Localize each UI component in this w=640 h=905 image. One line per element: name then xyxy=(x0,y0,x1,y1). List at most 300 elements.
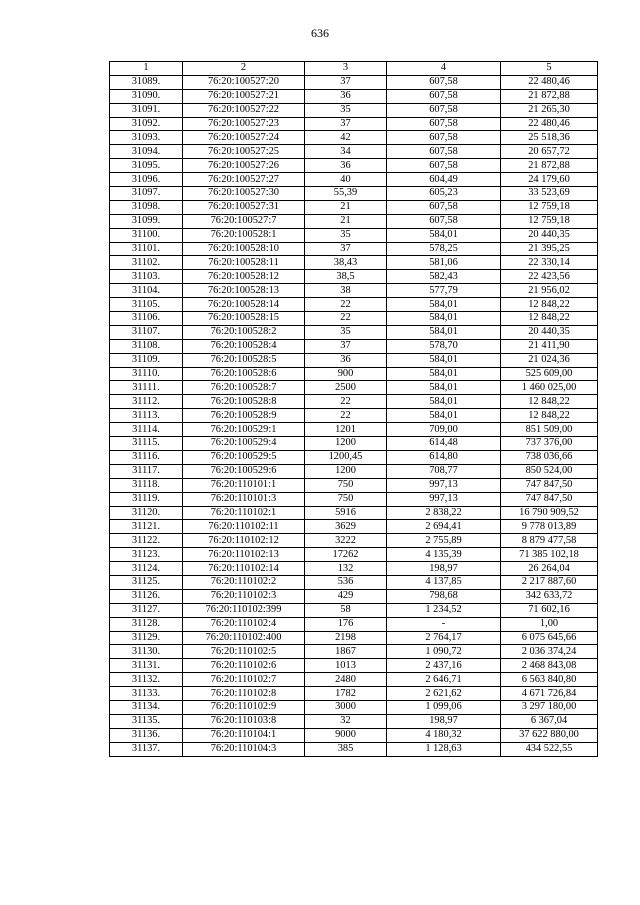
table-row xyxy=(110,353,598,367)
area-cell: 1013 xyxy=(305,659,387,673)
column-header-5: 5 xyxy=(501,62,598,76)
rate-cell: 2 838,22 xyxy=(387,506,501,520)
area-cell: 34 xyxy=(305,145,387,159)
row-number-cell: 31101. xyxy=(110,242,183,256)
value-cell: 22 423,56 xyxy=(501,270,598,284)
table-row xyxy=(110,173,598,187)
area-cell: 37 xyxy=(305,242,387,256)
table-row xyxy=(110,256,598,270)
table-row xyxy=(110,464,598,478)
rate-cell: 584,01 xyxy=(387,325,501,339)
area-cell: 1200 xyxy=(305,464,387,478)
row-number-cell: 31095. xyxy=(110,159,183,173)
rate-cell: 607,58 xyxy=(387,131,501,145)
row-number-cell: 31127. xyxy=(110,603,183,617)
area-cell: 750 xyxy=(305,478,387,492)
column-header-4: 4 xyxy=(387,62,501,76)
row-number-cell: 31110. xyxy=(110,367,183,381)
row-number-cell: 31100. xyxy=(110,228,183,242)
value-cell: 22 480,46 xyxy=(501,75,598,89)
value-cell: 24 179,60 xyxy=(501,173,598,187)
area-cell: 58 xyxy=(305,603,387,617)
table-row xyxy=(110,409,598,423)
cadastral-table xyxy=(109,61,598,757)
row-number-cell: 31118. xyxy=(110,478,183,492)
cadastral-number-cell: 76:20:110102:399 xyxy=(183,603,305,617)
rate-cell: 607,58 xyxy=(387,75,501,89)
table-row xyxy=(110,673,598,687)
area-cell: 429 xyxy=(305,589,387,603)
row-number-cell: 31137. xyxy=(110,742,183,756)
rate-cell: 584,01 xyxy=(387,298,501,312)
row-number-cell: 31105. xyxy=(110,298,183,312)
area-cell: 37 xyxy=(305,117,387,131)
table-row xyxy=(110,214,598,228)
value-cell: 16 790 909,52 xyxy=(501,506,598,520)
cadastral-number-cell: 76:20:100528:10 xyxy=(183,242,305,256)
rate-cell: 997,13 xyxy=(387,492,501,506)
area-cell: 55,39 xyxy=(305,187,387,201)
row-number-cell: 31096. xyxy=(110,173,183,187)
rate-cell: 2 694,41 xyxy=(387,520,501,534)
row-number-cell: 31125. xyxy=(110,575,183,589)
cadastral-number-cell: 76:20:100528:14 xyxy=(183,298,305,312)
value-cell: 26 264,04 xyxy=(501,562,598,576)
value-cell: 12 759,18 xyxy=(501,200,598,214)
area-cell: 385 xyxy=(305,742,387,756)
cadastral-number-cell: 76:20:100527:24 xyxy=(183,131,305,145)
value-cell: 21 872,88 xyxy=(501,159,598,173)
cadastral-number-cell: 76:20:110102:6 xyxy=(183,659,305,673)
rate-cell: 578,70 xyxy=(387,339,501,353)
table-row xyxy=(110,284,598,298)
value-cell: 342 633,72 xyxy=(501,589,598,603)
cadastral-number-cell: 76:20:100528:15 xyxy=(183,312,305,326)
value-cell: 9 778 013,89 xyxy=(501,520,598,534)
table-row xyxy=(110,589,598,603)
row-number-cell: 31133. xyxy=(110,687,183,701)
value-cell: 851 509,00 xyxy=(501,423,598,437)
cadastral-number-cell: 76:20:110102:12 xyxy=(183,534,305,548)
cadastral-number-cell: 76:20:100528:13 xyxy=(183,284,305,298)
value-cell: 4 671 726,84 xyxy=(501,687,598,701)
value-cell: 747 847,50 xyxy=(501,492,598,506)
cadastral-number-cell: 76:20:110102:1 xyxy=(183,506,305,520)
area-cell: 2480 xyxy=(305,673,387,687)
area-cell: 536 xyxy=(305,575,387,589)
table-row xyxy=(110,145,598,159)
area-cell: 35 xyxy=(305,325,387,339)
row-number-cell: 31117. xyxy=(110,464,183,478)
value-cell: 12 848,22 xyxy=(501,409,598,423)
row-number-cell: 31132. xyxy=(110,673,183,687)
value-cell: 12 759,18 xyxy=(501,214,598,228)
row-number-cell: 31090. xyxy=(110,89,183,103)
value-cell: 21 024,36 xyxy=(501,353,598,367)
cadastral-number-cell: 76:20:100527:30 xyxy=(183,187,305,201)
value-cell: 21 395,25 xyxy=(501,242,598,256)
cadastral-number-cell: 76:20:100529:6 xyxy=(183,464,305,478)
value-cell: 21 265,30 xyxy=(501,103,598,117)
cadastral-number-cell: 76:20:110102:13 xyxy=(183,548,305,562)
row-number-cell: 31126. xyxy=(110,589,183,603)
value-cell: 71 385 102,18 xyxy=(501,548,598,562)
cadastral-number-cell: 76:20:100528:9 xyxy=(183,409,305,423)
row-number-cell: 31112. xyxy=(110,395,183,409)
row-number-cell: 31131. xyxy=(110,659,183,673)
rate-cell: 709,00 xyxy=(387,423,501,437)
rate-cell: 798,68 xyxy=(387,589,501,603)
rate-cell: 605,23 xyxy=(387,187,501,201)
rate-cell: 607,58 xyxy=(387,145,501,159)
area-cell: 900 xyxy=(305,367,387,381)
rate-cell: 708,77 xyxy=(387,464,501,478)
area-cell: 38,5 xyxy=(305,270,387,284)
rate-cell: - xyxy=(387,617,501,631)
row-number-cell: 31130. xyxy=(110,645,183,659)
cadastral-number-cell: 76:20:100527:25 xyxy=(183,145,305,159)
value-cell: 747 847,50 xyxy=(501,478,598,492)
value-cell: 737 376,00 xyxy=(501,437,598,451)
table-row xyxy=(110,75,598,89)
value-cell: 6 075 645,66 xyxy=(501,631,598,645)
table-row xyxy=(110,423,598,437)
row-number-cell: 31113. xyxy=(110,409,183,423)
rate-cell: 2 646,71 xyxy=(387,673,501,687)
cadastral-number-cell: 76:20:110101:1 xyxy=(183,478,305,492)
cadastral-number-cell: 76:20:100528:1 xyxy=(183,228,305,242)
table-row xyxy=(110,437,598,451)
area-cell: 22 xyxy=(305,312,387,326)
value-cell: 22 330,14 xyxy=(501,256,598,270)
cadastral-number-cell: 76:20:110102:7 xyxy=(183,673,305,687)
row-number-cell: 31089. xyxy=(110,75,183,89)
rate-cell: 4 135,39 xyxy=(387,548,501,562)
cadastral-number-cell: 76:20:100527:26 xyxy=(183,159,305,173)
area-cell: 132 xyxy=(305,562,387,576)
value-cell: 37 622 880,00 xyxy=(501,728,598,742)
area-cell: 36 xyxy=(305,159,387,173)
row-number-cell: 31092. xyxy=(110,117,183,131)
row-number-cell: 31093. xyxy=(110,131,183,145)
row-number-cell: 31109. xyxy=(110,353,183,367)
cadastral-number-cell: 76:20:110102:3 xyxy=(183,589,305,603)
area-cell: 37 xyxy=(305,339,387,353)
rate-cell: 4 180,32 xyxy=(387,728,501,742)
table-row xyxy=(110,270,598,284)
rate-cell: 607,58 xyxy=(387,103,501,117)
cadastral-number-cell: 76:20:100527:23 xyxy=(183,117,305,131)
area-cell: 1200 xyxy=(305,437,387,451)
cadastral-number-cell: 76:20:100527:27 xyxy=(183,173,305,187)
cadastral-number-cell: 76:20:110102:5 xyxy=(183,645,305,659)
table-row xyxy=(110,367,598,381)
cadastral-number-cell: 76:20:110102:2 xyxy=(183,575,305,589)
row-number-cell: 31124. xyxy=(110,562,183,576)
rate-cell: 604,49 xyxy=(387,173,501,187)
row-number-cell: 31123. xyxy=(110,548,183,562)
value-cell: 20 440,35 xyxy=(501,325,598,339)
area-cell: 32 xyxy=(305,714,387,728)
table-row xyxy=(110,325,598,339)
rate-cell: 607,58 xyxy=(387,159,501,173)
area-cell: 1782 xyxy=(305,687,387,701)
table-row xyxy=(110,298,598,312)
area-cell: 3629 xyxy=(305,520,387,534)
row-number-cell: 31111. xyxy=(110,381,183,395)
rate-cell: 2 621,62 xyxy=(387,687,501,701)
value-cell: 2 468 843,08 xyxy=(501,659,598,673)
value-cell: 850 524,00 xyxy=(501,464,598,478)
area-cell: 2500 xyxy=(305,381,387,395)
area-cell: 9000 xyxy=(305,728,387,742)
table-row xyxy=(110,228,598,242)
row-number-cell: 31104. xyxy=(110,284,183,298)
rate-cell: 198,97 xyxy=(387,562,501,576)
value-cell: 71 602,16 xyxy=(501,603,598,617)
area-cell: 38,43 xyxy=(305,256,387,270)
value-cell: 21 872,88 xyxy=(501,89,598,103)
table-body xyxy=(110,75,598,756)
cadastral-number-cell: 76:20:100528:8 xyxy=(183,395,305,409)
rate-cell: 582,43 xyxy=(387,270,501,284)
value-cell: 33 523,69 xyxy=(501,187,598,201)
area-cell: 1201 xyxy=(305,423,387,437)
rate-cell: 584,01 xyxy=(387,312,501,326)
area-cell: 22 xyxy=(305,395,387,409)
area-cell: 36 xyxy=(305,89,387,103)
area-cell: 42 xyxy=(305,131,387,145)
row-number-cell: 31136. xyxy=(110,728,183,742)
table-row xyxy=(110,478,598,492)
cadastral-number-cell: 76:20:110104:3 xyxy=(183,742,305,756)
cadastral-number-cell: 76:20:110102:11 xyxy=(183,520,305,534)
rate-cell: 1 090,72 xyxy=(387,645,501,659)
value-cell: 3 297 180,00 xyxy=(501,700,598,714)
cadastral-number-cell: 76:20:110102:8 xyxy=(183,687,305,701)
row-number-cell: 31102. xyxy=(110,256,183,270)
cadastral-number-cell: 76:20:100528:5 xyxy=(183,353,305,367)
rate-cell: 584,01 xyxy=(387,381,501,395)
value-cell: 434 522,55 xyxy=(501,742,598,756)
area-cell: 750 xyxy=(305,492,387,506)
table-row xyxy=(110,534,598,548)
row-number-cell: 31122. xyxy=(110,534,183,548)
area-cell: 5916 xyxy=(305,506,387,520)
area-cell: 1867 xyxy=(305,645,387,659)
table-row xyxy=(110,548,598,562)
cadastral-number-cell: 76:20:100528:11 xyxy=(183,256,305,270)
table-row xyxy=(110,645,598,659)
cadastral-number-cell: 76:20:100527:21 xyxy=(183,89,305,103)
cadastral-number-cell: 76:20:100527:31 xyxy=(183,200,305,214)
column-header-3: 3 xyxy=(305,62,387,76)
cadastral-number-cell: 76:20:100527:7 xyxy=(183,214,305,228)
cadastral-number-cell: 76:20:100529:1 xyxy=(183,423,305,437)
rate-cell: 584,01 xyxy=(387,367,501,381)
cadastral-number-cell: 76:20:110104:1 xyxy=(183,728,305,742)
table-row xyxy=(110,242,598,256)
value-cell: 6 367,04 xyxy=(501,714,598,728)
table-row xyxy=(110,395,598,409)
value-cell: 21 411,90 xyxy=(501,339,598,353)
row-number-cell: 31114. xyxy=(110,423,183,437)
row-number-cell: 31097. xyxy=(110,187,183,201)
table-row xyxy=(110,562,598,576)
value-cell: 22 480,46 xyxy=(501,117,598,131)
row-number-cell: 31120. xyxy=(110,506,183,520)
value-cell: 25 518,36 xyxy=(501,131,598,145)
row-number-cell: 31106. xyxy=(110,312,183,326)
table-row xyxy=(110,89,598,103)
table-row xyxy=(110,742,598,756)
value-cell: 525 609,00 xyxy=(501,367,598,381)
value-cell: 2 036 374,24 xyxy=(501,645,598,659)
value-cell: 21 956,02 xyxy=(501,284,598,298)
table-row xyxy=(110,187,598,201)
area-cell: 21 xyxy=(305,200,387,214)
rate-cell: 581,06 xyxy=(387,256,501,270)
table-row xyxy=(110,687,598,701)
row-number-cell: 31103. xyxy=(110,270,183,284)
value-cell: 20 657,72 xyxy=(501,145,598,159)
cadastral-number-cell: 76:20:110102:4 xyxy=(183,617,305,631)
row-number-cell: 31116. xyxy=(110,450,183,464)
rate-cell: 584,01 xyxy=(387,228,501,242)
table-header xyxy=(110,62,598,76)
rate-cell: 578,25 xyxy=(387,242,501,256)
row-number-cell: 31098. xyxy=(110,200,183,214)
table-row xyxy=(110,659,598,673)
cadastral-number-cell: 76:20:100528:6 xyxy=(183,367,305,381)
table-row xyxy=(110,492,598,506)
area-cell: 3222 xyxy=(305,534,387,548)
table-row xyxy=(110,728,598,742)
row-number-cell: 31094. xyxy=(110,145,183,159)
row-number-cell: 31091. xyxy=(110,103,183,117)
cadastral-number-cell: 76:20:100527:22 xyxy=(183,103,305,117)
row-number-cell: 31135. xyxy=(110,714,183,728)
table-row xyxy=(110,339,598,353)
table-row xyxy=(110,714,598,728)
cadastral-number-cell: 76:20:110102:14 xyxy=(183,562,305,576)
area-cell: 176 xyxy=(305,617,387,631)
row-number-cell: 31128. xyxy=(110,617,183,631)
area-cell: 35 xyxy=(305,228,387,242)
rate-cell: 614,48 xyxy=(387,437,501,451)
cadastral-number-cell: 76:20:110102:400 xyxy=(183,631,305,645)
cadastral-number-cell: 76:20:100529:4 xyxy=(183,437,305,451)
rate-cell: 607,58 xyxy=(387,89,501,103)
table-row xyxy=(110,131,598,145)
rate-cell: 584,01 xyxy=(387,353,501,367)
value-cell: 2 217 887,60 xyxy=(501,575,598,589)
area-cell: 1200,45 xyxy=(305,450,387,464)
area-cell: 17262 xyxy=(305,548,387,562)
value-cell: 1 460 025,00 xyxy=(501,381,598,395)
row-number-cell: 31134. xyxy=(110,700,183,714)
cadastral-number-cell: 76:20:110103:8 xyxy=(183,714,305,728)
rate-cell: 2 437,16 xyxy=(387,659,501,673)
column-header-2: 2 xyxy=(183,62,305,76)
area-cell: 21 xyxy=(305,214,387,228)
value-cell: 6 563 840,80 xyxy=(501,673,598,687)
area-cell: 36 xyxy=(305,353,387,367)
area-cell: 2198 xyxy=(305,631,387,645)
rate-cell: 997,13 xyxy=(387,478,501,492)
value-cell: 738 036,66 xyxy=(501,450,598,464)
cadastral-number-cell: 76:20:100528:2 xyxy=(183,325,305,339)
rate-cell: 607,58 xyxy=(387,117,501,131)
row-number-cell: 31108. xyxy=(110,339,183,353)
cadastral-number-cell: 76:20:100528:12 xyxy=(183,270,305,284)
table-row xyxy=(110,200,598,214)
area-cell: 38 xyxy=(305,284,387,298)
table-row xyxy=(110,506,598,520)
rate-cell: 577,79 xyxy=(387,284,501,298)
table-row xyxy=(110,117,598,131)
table-row xyxy=(110,520,598,534)
table-row xyxy=(110,450,598,464)
rate-cell: 584,01 xyxy=(387,409,501,423)
value-cell: 12 848,22 xyxy=(501,395,598,409)
cadastral-number-cell: 76:20:110102:9 xyxy=(183,700,305,714)
table-row xyxy=(110,381,598,395)
table-row xyxy=(110,700,598,714)
area-cell: 22 xyxy=(305,298,387,312)
value-cell: 12 848,22 xyxy=(501,312,598,326)
cadastral-number-cell: 76:20:100528:7 xyxy=(183,381,305,395)
cadastral-number-cell: 76:20:100527:20 xyxy=(183,75,305,89)
column-header-1: 1 xyxy=(110,62,183,76)
rate-cell: 2 764,17 xyxy=(387,631,501,645)
cadastral-number-cell: 76:20:100529:5 xyxy=(183,450,305,464)
row-number-cell: 31099. xyxy=(110,214,183,228)
table-row xyxy=(110,159,598,173)
area-cell: 22 xyxy=(305,409,387,423)
table-row xyxy=(110,603,598,617)
row-number-cell: 31121. xyxy=(110,520,183,534)
rate-cell: 1 099,06 xyxy=(387,700,501,714)
rate-cell: 607,58 xyxy=(387,200,501,214)
table-row xyxy=(110,631,598,645)
area-cell: 35 xyxy=(305,103,387,117)
area-cell: 40 xyxy=(305,173,387,187)
rate-cell: 607,58 xyxy=(387,214,501,228)
row-number-cell: 31107. xyxy=(110,325,183,339)
cadastral-number-cell: 76:20:100528:4 xyxy=(183,339,305,353)
header-row xyxy=(110,62,598,76)
row-number-cell: 31119. xyxy=(110,492,183,506)
rate-cell: 614,80 xyxy=(387,450,501,464)
row-number-cell: 31115. xyxy=(110,437,183,451)
value-cell: 20 440,35 xyxy=(501,228,598,242)
rate-cell: 2 755,89 xyxy=(387,534,501,548)
area-cell: 3000 xyxy=(305,700,387,714)
rate-cell: 1 234,52 xyxy=(387,603,501,617)
row-number-cell: 31129. xyxy=(110,631,183,645)
table-row xyxy=(110,617,598,631)
page-number: 636 xyxy=(311,26,329,40)
rate-cell: 198,97 xyxy=(387,714,501,728)
value-cell: 1,00 xyxy=(501,617,598,631)
area-cell: 37 xyxy=(305,75,387,89)
table-row xyxy=(110,575,598,589)
table-row xyxy=(110,103,598,117)
cadastral-number-cell: 76:20:110101:3 xyxy=(183,492,305,506)
rate-cell: 1 128,63 xyxy=(387,742,501,756)
rate-cell: 4 137,85 xyxy=(387,575,501,589)
